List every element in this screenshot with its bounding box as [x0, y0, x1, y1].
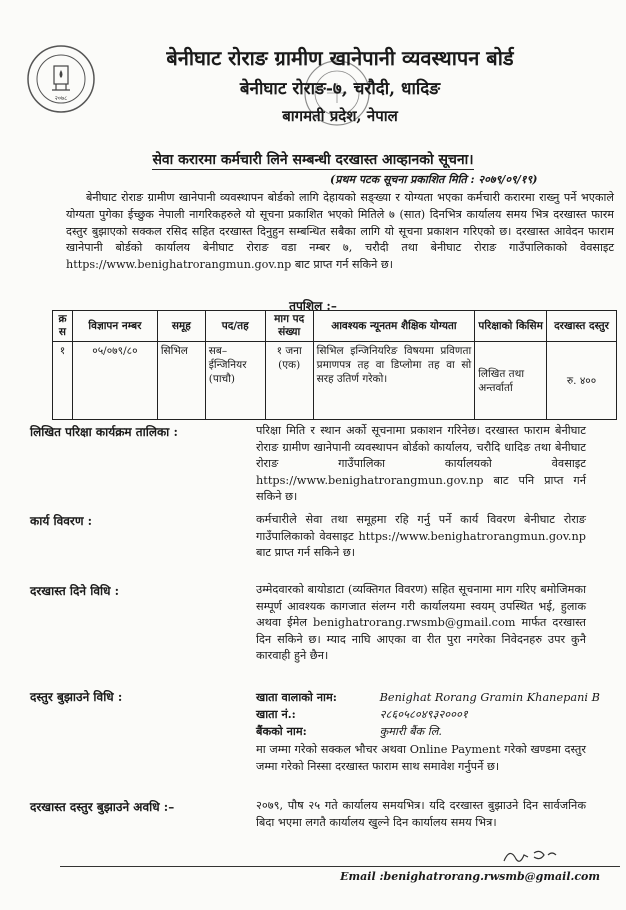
cell-fee: रु. ४०० — [547, 342, 617, 420]
cell-qualification: सिभिल इन्जिनियरिङ विषयमा प्रविणता प्रमाणपत्र तह वा डिप्लोमा तह वा सो सरह उतिर्ण गरेको। — [313, 342, 475, 420]
col-group: समूह — [157, 311, 205, 342]
svg-text:२०७८: २०७८ — [54, 95, 68, 102]
table-caption: तपशिल :– — [289, 299, 337, 313]
exam-schedule-text: परिक्षा मिति र स्थान अर्को सूचनामा प्रकाशन गरिनेछ। दरखास्त फाराम बेनीघाट रोराङ ग्रामीण खानेपानी व्यवस्थापन बोर्डको कार्यालय, चरौदि धादिङ तथा बेनीघाट रोराङ गाउँपालिका कार्यालयको वेवसाइट https://www.benighatrorangmun.gov.np बाट पनि प्राप्त गर्न सकिने छ। — [256, 424, 586, 504]
col-qualification: आवश्यक न्यूनतम शैक्षिक योग्यता — [313, 311, 475, 342]
work-description-text: कर्मचारीले सेवा तथा समूहमा रहि गर्नु पर्ने कार्य विवरण बेनीघाट रोराङ गाउँपालिकाको वेवसाइट https://www.benighatrorangmun.gov.np बाट प्राप्त गर्न सकिने छ। — [256, 513, 586, 560]
footer-email: Email :benighatrorang.rwsmb@gmail.com — [340, 870, 600, 883]
table-row — [53, 342, 617, 420]
col-exam-type: परिक्षाको किसिम — [475, 311, 547, 342]
bank-name-row — [256, 724, 442, 739]
cell-post: सब–ईन्जिनियर (पाचौ) — [205, 342, 265, 420]
fee-method-text: मा जम्मा गरेको सक्कल भौचर अथवा Online Payment गरेको खण्डमा दस्तुर जम्मा गरेको निस्सा दरखास्त फाराम साथ समावेश गर्नुपर्ने छ। — [256, 743, 586, 773]
col-ad-number: विज्ञापन नम्बर — [72, 311, 157, 342]
cell-count: १ जना (एक) — [265, 342, 313, 420]
table-header-row — [53, 311, 617, 342]
cell-ad-number: ०५/०७९/८० — [72, 342, 157, 420]
cell-group: सिभिल — [157, 342, 205, 420]
footer-divider — [60, 866, 620, 867]
col-count: माग पद संख्या — [265, 311, 313, 342]
account-number-label: खाता नं.: — [256, 707, 296, 721]
col-fee: दरखास्त दस्तुर — [547, 311, 617, 342]
deadline-text: २०७९, पौष २५ गते कार्यालय समयभित्र। यदि दरखास्त बुझाउने दिन सार्वजनिक बिदा भएमा लगतै कार्यालय खुल्ने दिन कार्यालय समय भित्र। — [256, 799, 586, 829]
account-number-value: २८६०५८०४९३२०००१ — [379, 708, 468, 721]
account-name-value: Benighat Rorang Gramin Khanepani B — [379, 691, 600, 704]
org-name: बेनीघाट रोराङ ग्रामीण खानेपानी व्यवस्थापन बोर्ड — [166, 46, 514, 70]
bank-account-details — [256, 690, 600, 746]
col-serial: क्र स — [53, 311, 73, 342]
work-description-label: कार्य विवरण : — [30, 514, 93, 528]
bank-name-label: बैंकको नाम: — [256, 724, 307, 738]
org-province: बागमती प्रदेश, नेपाल — [282, 107, 398, 125]
account-number-row — [256, 707, 468, 722]
exam-schedule-label: लिखित परिक्षा कार्यक्रम तालिका : — [30, 425, 178, 439]
application-method-text: उम्मेदवारको बायोडाटा (व्यक्तिगत विवरण) सहित सूचनामा माग गरिए बमोजिमका सम्पूर्ण आवश्यक कागजात संलग्न गरी कार्यालयमा स्वयम् उपस्थित भई, हुलाक अथवा ईमेल benighatrorang.rwsmb@gmail.com मार्फत दरखास्त दिन सकिने छ। म्याद नाघि आएका वा रीत पुरा नगरेका निवेदनहरु उपर कुनै कारवाही हुने छैन। — [256, 583, 586, 663]
org-address: बेनीघाट रोराङ-७, चरौदी, धादिङ — [239, 79, 441, 99]
cell-serial: १ — [53, 342, 73, 420]
col-post: पद/तह — [205, 311, 265, 342]
signature — [500, 843, 560, 867]
vacancy-table — [52, 310, 617, 420]
deadline-label: दरखास्त दस्तुर बुझाउने अवधि :– — [30, 800, 175, 814]
notice-intro: बेनीघाट रोराङ ग्रामीण खानेपानी व्यवस्थापन बोर्डको लागि देहायको सङ्ख्या र योग्यता भएका कर्मचारी करारमा राख्नु पर्ने भएकाले योग्यता पुगेका ईच्छुक नेपाली नागरिकहरुले यो सूचना प्रकाशित भएको मितिले ७ (सात) दिनभित्र कार्यालय समय भित्र दरखास्त फारम दस्तुर बुझाएको सक्कल रसिद सहित दरखास्त दिनुहुन सम्बन्धित सबैका लागि यो सूचना प्रकाशन गरिएको छ। दरखास्त आवेदन फाराम खानेपानी बोर्डको कार्यालय बेनीघाट रोराङ वडा नम्बर ७, चरौदी तथा बेनीघाट रोराङ गाउँपालिकाको वेवसाइट https://www.benighatrorangmun.gov.np बाट प्राप्त गर्न सकिने छ। — [66, 191, 614, 272]
account-name-label: खाता वालाको नाम: — [256, 690, 337, 704]
account-name-row — [256, 690, 600, 705]
cell-exam-type: लिखित तथा अन्तर्वार्ता — [475, 342, 547, 420]
notice-title: सेवा करारमा कर्मचारी लिने सम्बन्धी दरखास्त आव्हानको सूचना। — [152, 152, 474, 168]
publish-date: (प्रथम पटक सूचना प्रकाशित मिति : २०७९/०९/१९) — [330, 173, 538, 186]
bank-name-value: कुमारी बैंक लि. — [379, 725, 442, 738]
fee-method-label: दस्तुर बुझाउने विधि : — [30, 690, 123, 704]
application-method-label: दरखास्त दिने विधि : — [30, 584, 120, 598]
